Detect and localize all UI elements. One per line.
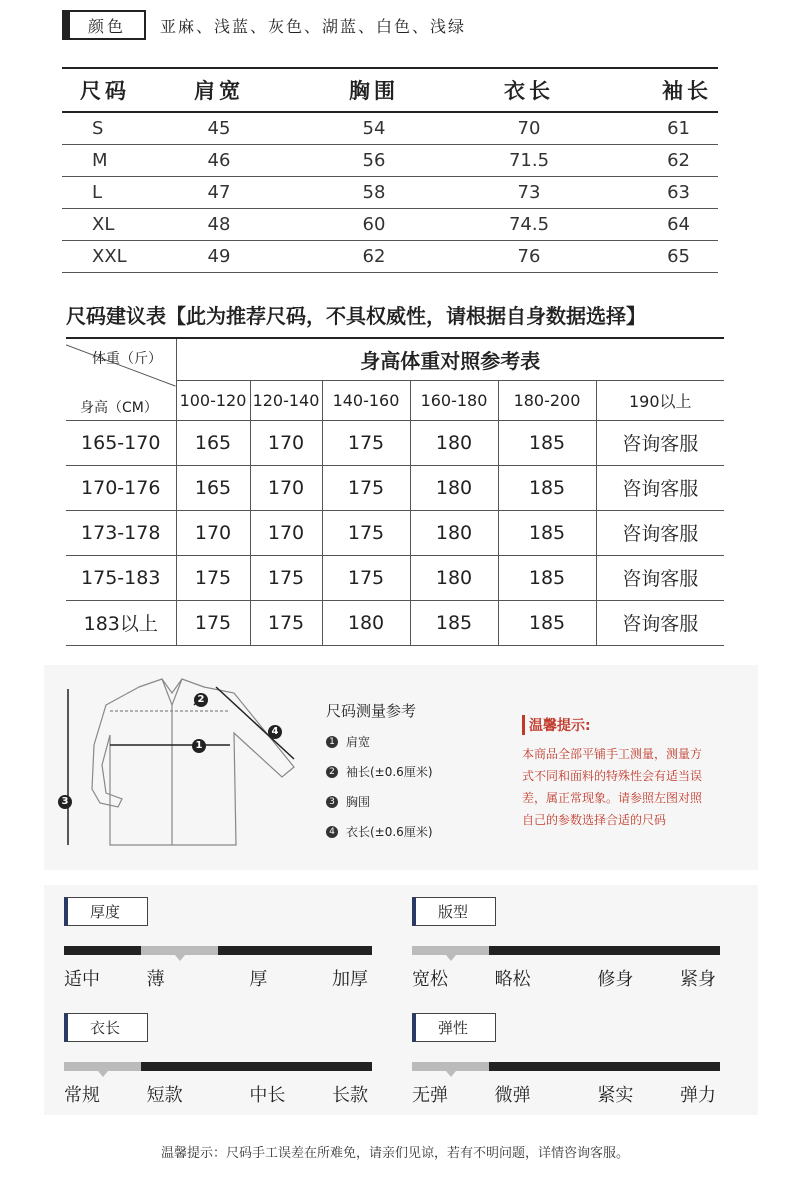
recommend-cell: 咨询客服 bbox=[596, 555, 724, 600]
measure-item-text: 袖长(±0.6厘米) bbox=[346, 765, 433, 779]
header-sleeve: 袖长 bbox=[604, 68, 718, 112]
size-row bbox=[62, 144, 718, 176]
recommend-title: 尺码建议表【此为推荐尺码，不具权威性，请根据自身数据选择】 bbox=[66, 304, 646, 328]
weight-label: 体重（斤） bbox=[92, 351, 162, 367]
attribute-selected-segment bbox=[64, 1062, 141, 1071]
size-cell: M bbox=[62, 144, 144, 176]
recommend-cell: 185 bbox=[498, 510, 596, 555]
attributes-panel bbox=[44, 885, 758, 1115]
recommend-cell: 175 bbox=[176, 600, 250, 645]
recommend-row bbox=[66, 555, 724, 600]
measure-cell: 71.5 bbox=[454, 144, 604, 176]
size-row bbox=[62, 208, 718, 240]
height-range: 175-183 bbox=[66, 555, 176, 600]
recommend-cell: 175 bbox=[176, 555, 250, 600]
attribute-option: 适中 bbox=[64, 969, 100, 990]
attribute-option: 略松 bbox=[494, 969, 531, 990]
attribute-selected-segment bbox=[141, 946, 218, 955]
attribute-label: 版型 bbox=[412, 897, 496, 926]
measure-cell: 56 bbox=[294, 144, 454, 176]
recommend-row bbox=[66, 510, 724, 555]
attribute-option: 弹力 bbox=[680, 1085, 716, 1106]
size-table-header bbox=[62, 68, 718, 112]
recommend-cell: 180 bbox=[322, 600, 410, 645]
measure-number-badge: 3 bbox=[326, 796, 338, 808]
recommend-cell: 185 bbox=[498, 600, 596, 645]
measure-item bbox=[326, 823, 433, 840]
diagram-number-badge: 3 bbox=[58, 795, 72, 809]
color-label: 颜色 bbox=[62, 10, 146, 40]
recommend-cell: 170 bbox=[250, 510, 322, 555]
recommend-cell: 175 bbox=[322, 555, 410, 600]
attribute-bar bbox=[64, 946, 372, 955]
tip-line: 差，属正常现象。请参照左图对照 bbox=[522, 791, 703, 805]
size-cell: XL bbox=[62, 208, 144, 240]
weight-range: 120-140 bbox=[250, 380, 322, 420]
weight-range: 180-200 bbox=[498, 380, 596, 420]
recommend-cell: 170 bbox=[250, 420, 322, 465]
attribute-label: 弹性 bbox=[412, 1013, 496, 1042]
recommend-cell: 165 bbox=[176, 465, 250, 510]
weight-range: 160-180 bbox=[410, 380, 498, 420]
recommend-cell: 170 bbox=[176, 510, 250, 555]
recommend-cell: 175 bbox=[250, 555, 322, 600]
measure-item bbox=[326, 763, 433, 780]
measure-cell: 62 bbox=[604, 144, 718, 176]
weight-range: 190以上 bbox=[596, 380, 724, 420]
measure-cell: 54 bbox=[294, 112, 454, 144]
attribute-label: 衣长 bbox=[64, 1013, 148, 1042]
measurement-panel bbox=[44, 665, 758, 870]
measure-cell: 46 bbox=[144, 144, 294, 176]
recommend-cell: 175 bbox=[322, 420, 410, 465]
header-shoulder: 肩宽 bbox=[144, 68, 294, 112]
measure-cell: 61 bbox=[604, 112, 718, 144]
attribute-option: 常规 bbox=[64, 1085, 100, 1106]
measure-cell: 64 bbox=[604, 208, 718, 240]
recommend-cell: 180 bbox=[410, 510, 498, 555]
header-chest: 胸围 bbox=[294, 68, 454, 112]
diagram-number-badge: 4 bbox=[268, 725, 282, 739]
recommend-table bbox=[66, 337, 724, 646]
tip-title: 温馨提示: bbox=[522, 715, 591, 735]
attribute-selected-segment bbox=[412, 946, 489, 955]
tip-line: 本商品全部平铺手工测量，测量方 bbox=[522, 747, 703, 761]
measure-cell: 47 bbox=[144, 176, 294, 208]
height-range: 173-178 bbox=[66, 510, 176, 555]
recommend-cell: 185 bbox=[498, 465, 596, 510]
recommend-row bbox=[66, 465, 724, 510]
diagonal-header bbox=[66, 338, 176, 420]
table-title: 身高体重对照参考表 bbox=[176, 338, 724, 380]
tip-line: 式不同和面料的特殊性会有适当误 bbox=[522, 769, 703, 783]
attribute-option: 中长 bbox=[249, 1085, 286, 1106]
size-cell: S bbox=[62, 112, 144, 144]
attribute-option: 短款 bbox=[146, 1085, 183, 1106]
recommend-cell: 170 bbox=[250, 465, 322, 510]
size-row bbox=[62, 176, 718, 208]
measure-item-text: 肩宽 bbox=[346, 735, 371, 749]
recommend-cell: 185 bbox=[498, 420, 596, 465]
measure-item bbox=[326, 733, 370, 750]
color-list: 亚麻、浅蓝、灰色、湖蓝、白色、浅绿 bbox=[160, 17, 467, 36]
recommend-cell: 180 bbox=[410, 555, 498, 600]
size-table bbox=[62, 67, 718, 273]
recommend-cell: 咨询客服 bbox=[596, 600, 724, 645]
recommend-cell: 咨询客服 bbox=[596, 510, 724, 555]
measure-number-badge: 4 bbox=[326, 826, 338, 838]
size-row bbox=[62, 112, 718, 144]
shirt-diagram bbox=[44, 665, 304, 870]
measure-item bbox=[326, 793, 370, 810]
attribute-option: 厚 bbox=[249, 969, 268, 990]
measure-cell: 58 bbox=[294, 176, 454, 208]
recommend-cell: 180 bbox=[410, 465, 498, 510]
header-length: 衣长 bbox=[454, 68, 604, 112]
measure-cell: 48 bbox=[144, 208, 294, 240]
height-range: 183以上 bbox=[66, 600, 176, 645]
tip-line: 自己的参数选择合适的尺码 bbox=[522, 813, 667, 827]
measure-title: 尺码测量参考 bbox=[326, 702, 417, 720]
attribute-option: 紧身 bbox=[680, 969, 716, 990]
attribute-label: 厚度 bbox=[64, 897, 148, 926]
measure-cell: 49 bbox=[144, 240, 294, 272]
recommend-cell: 175 bbox=[322, 510, 410, 555]
weight-range: 100-120 bbox=[176, 380, 250, 420]
footer-note: 温馨提示：尺码手工误差在所难免，请亲们见谅，若有不明问题，详情咨询客服。 bbox=[160, 1146, 629, 1161]
measure-number-badge: 1 bbox=[326, 736, 338, 748]
recommend-row bbox=[66, 600, 724, 645]
attribute-option: 微弹 bbox=[494, 1085, 531, 1106]
measure-cell: 70 bbox=[454, 112, 604, 144]
height-label: 身高（CM） bbox=[80, 400, 158, 416]
diagram-number-badge: 1 bbox=[192, 739, 206, 753]
attribute-option: 长款 bbox=[332, 1085, 368, 1106]
attribute-selected-segment bbox=[412, 1062, 489, 1071]
measure-item-text: 衣长(±0.6厘米) bbox=[346, 825, 433, 839]
height-range: 170-176 bbox=[66, 465, 176, 510]
weight-range: 140-160 bbox=[322, 380, 410, 420]
size-row bbox=[62, 240, 718, 272]
measure-cell: 60 bbox=[294, 208, 454, 240]
header-size: 尺码 bbox=[62, 68, 144, 112]
measure-cell: 74.5 bbox=[454, 208, 604, 240]
measure-cell: 63 bbox=[604, 176, 718, 208]
measure-cell: 65 bbox=[604, 240, 718, 272]
size-cell: XXL bbox=[62, 240, 144, 272]
recommend-cell: 180 bbox=[410, 420, 498, 465]
recommend-cell: 175 bbox=[322, 465, 410, 510]
attribute-option: 薄 bbox=[146, 969, 165, 990]
recommend-cell: 185 bbox=[498, 555, 596, 600]
attribute-option: 宽松 bbox=[412, 969, 448, 990]
recommend-cell: 185 bbox=[410, 600, 498, 645]
size-cell: L bbox=[62, 176, 144, 208]
diagram-number-badge: 2 bbox=[194, 693, 208, 707]
height-range: 165-170 bbox=[66, 420, 176, 465]
recommend-cell: 咨询客服 bbox=[596, 420, 724, 465]
measure-cell: 45 bbox=[144, 112, 294, 144]
attribute-option: 无弹 bbox=[412, 1085, 448, 1106]
measure-item-text: 胸围 bbox=[346, 795, 371, 809]
attribute-option: 修身 bbox=[597, 969, 634, 990]
measure-number-badge: 2 bbox=[326, 766, 338, 778]
recommend-cell: 咨询客服 bbox=[596, 465, 724, 510]
recommend-row bbox=[66, 420, 724, 465]
measure-cell: 76 bbox=[454, 240, 604, 272]
attribute-option: 加厚 bbox=[332, 969, 368, 990]
recommend-cell: 175 bbox=[250, 600, 322, 645]
recommend-cell: 165 bbox=[176, 420, 250, 465]
measure-cell: 73 bbox=[454, 176, 604, 208]
measure-cell: 62 bbox=[294, 240, 454, 272]
attribute-option: 紧实 bbox=[597, 1085, 634, 1106]
